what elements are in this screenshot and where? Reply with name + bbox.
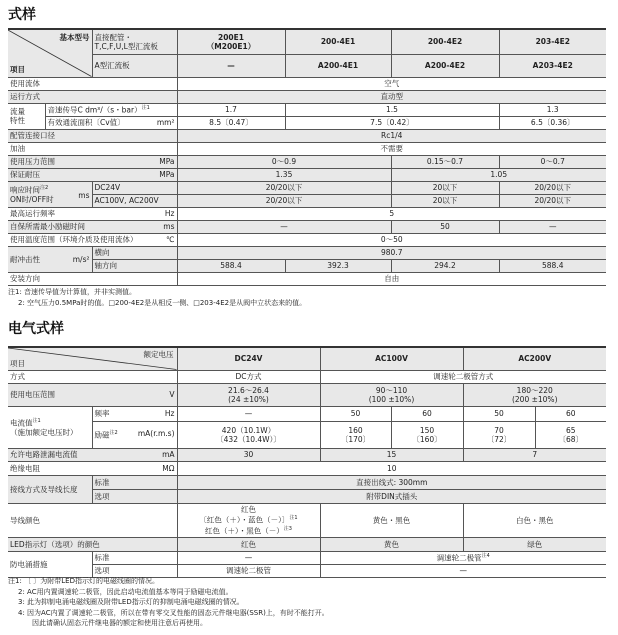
lead-color-label: 导线颜色	[8, 503, 177, 537]
unit: m/s²	[72, 254, 90, 264]
response-value: 20/20以下	[177, 194, 391, 207]
note-ref: 注1	[141, 105, 150, 112]
voltage-value: 90～110 (100 ±10%)	[320, 383, 463, 406]
col-ac200v: AC200V	[463, 347, 606, 370]
axial-value: 588.4	[499, 259, 606, 272]
standard-label: 标准	[92, 475, 177, 489]
note-ref: 注2	[109, 430, 118, 437]
note: 4: 因为AC内置了调速轮二极管，所以在带有零交叉性能的固态元件继电器(SSR)上，有时不能打开。	[18, 608, 329, 617]
lube-value: 不需要	[177, 142, 606, 155]
freq-label: 频率	[94, 409, 110, 418]
base-model-label: 基本型号	[59, 33, 90, 42]
rated-voltage-label: 额定电压	[143, 350, 174, 359]
mount-label: 安装方向	[8, 272, 177, 285]
model-200-4e1: 200-4E1	[285, 29, 391, 54]
method-label: 方式	[8, 370, 177, 383]
note: 因此请确认固态元件继电器的额定和使用注意后再使用。	[32, 619, 207, 627]
sonic-conductance-label: 音速传导C dm³/（s・bar）	[47, 105, 142, 115]
excitation-value: 420（10.1W） 〔432（10.4W）〕	[177, 421, 320, 448]
leak-value: 30	[177, 448, 320, 461]
lateral-label: 横向	[92, 246, 177, 259]
s-value: 7.5〔0.42〕	[285, 116, 499, 129]
note-ref: 注4	[481, 553, 490, 560]
freq-value: 50	[320, 406, 391, 421]
model-200-4e2: 200-4E2	[391, 29, 499, 54]
wiring-label: 接线方式及导线长度	[8, 475, 92, 503]
temp-value: 0～50	[177, 233, 606, 246]
note-ref: 注1	[32, 418, 41, 425]
unit: ms	[78, 190, 90, 200]
unit: mA	[162, 450, 175, 459]
note: 2: 空气压力0.5MPa时的值。□200-4E2是从相反一侧、□203-4E2是从阀中立状态来的值。	[18, 298, 307, 307]
a-model-1: A200-4E1	[285, 54, 391, 77]
unit: mm²	[156, 118, 175, 127]
current-label: 电流值	[10, 418, 33, 428]
freq-value: 60	[535, 406, 606, 421]
voltage-value: 180～220 (200 ±10%)	[463, 383, 606, 406]
c-value: 1.3	[499, 103, 606, 116]
direct-label: 直接配管・ T,C,F,U,L型汇流板	[92, 29, 177, 54]
excitation-value: 70 〔72〕	[463, 421, 535, 448]
flow-label: 流量 特性	[8, 103, 45, 129]
spec-notes	[8, 287, 306, 308]
voltage-label: 使用电压范围	[10, 390, 55, 399]
note-ref: 注2	[40, 185, 49, 192]
response-value: 20/20以下	[177, 181, 391, 194]
wiring-option-value: 附带DIN式插头	[177, 489, 606, 503]
led-value: 黄色	[320, 537, 463, 551]
elec-notes	[8, 576, 329, 629]
pressure-value: 0.15～0.7	[391, 155, 499, 168]
lead-dc-line3: 红色（＋）・黑色（－）	[205, 526, 284, 535]
surge-label: 防电涌措施	[8, 551, 92, 577]
mount-value: 自由	[177, 272, 606, 285]
freq-value: 5	[177, 207, 606, 220]
hold-value: 50	[391, 220, 499, 233]
axial-value: 294.2	[391, 259, 499, 272]
unit: ms	[163, 222, 175, 231]
led-value: 红色	[177, 537, 320, 551]
spec-table	[8, 28, 606, 286]
lube-label: 加油	[8, 142, 177, 155]
axial-value: 588.4	[177, 259, 285, 272]
dc-label: DC24V	[92, 181, 177, 194]
temp-label: 使用温度范围（环境介质及使用流体）	[10, 235, 138, 244]
elec-table	[8, 346, 606, 578]
pressure-label: 使用压力范围	[10, 157, 55, 166]
response-label: 响应时间	[10, 185, 40, 195]
fluid-label: 使用流体	[8, 77, 177, 90]
note: 3: 此为抑制电涌电磁线圈及附带LED指示灯的抑制电涌电磁线圈的情况。	[18, 598, 244, 606]
excitation-value: 150 〔160〕	[391, 421, 463, 448]
effective-area-label: 有效通流面积〔Cv值〕	[47, 118, 125, 127]
surge-std-value: —	[177, 551, 320, 564]
lead-dc-line2: 〔红色（＋）・蓝色（－）〕	[199, 515, 290, 525]
method-value: 调速轮二极管方式	[320, 370, 606, 383]
s-value: 6.5〔0.36〕	[499, 116, 606, 129]
proof-label: 保证耐压	[10, 170, 40, 179]
a-model-3: A203-4E2	[499, 54, 606, 77]
unit: mA(r.m.s)	[137, 429, 175, 439]
spec-title: 式样	[8, 7, 36, 23]
method-value: DC方式	[177, 370, 320, 383]
model-200e1: 200E1 （M200E1）	[177, 29, 285, 54]
led-value: 绿色	[463, 537, 606, 551]
freq-label: 最高运行频率	[10, 209, 55, 218]
elec-title: 电气式样	[8, 321, 64, 337]
fluid-value: 空气	[177, 77, 606, 90]
col-dc24v: DC24V	[177, 347, 320, 370]
axial-value: 392.3	[285, 259, 391, 272]
axial-label: 轴方向	[92, 259, 177, 272]
lead-dc-line1: 红色	[241, 505, 256, 514]
port-label: 配管连接口径	[8, 129, 177, 142]
hold-value: —	[499, 220, 606, 233]
leak-value: 7	[463, 448, 606, 461]
current-label2: （施加额定电压时）	[10, 427, 78, 437]
c-value: 1.7	[177, 103, 285, 116]
freq-value: 50	[463, 406, 535, 421]
excitation-value: 160 〔170〕	[320, 421, 391, 448]
hold-label: 自保所需最小励磁时间	[10, 222, 85, 231]
note: 2: AC用内置调速轮二极管，因此启动电流值基本等同于励磁电流值。	[18, 587, 233, 596]
response-value: 20/20以下	[499, 194, 606, 207]
unit: MΩ	[162, 463, 175, 473]
item-label: 项目	[10, 358, 25, 368]
response-value: 20/20以下	[499, 181, 606, 194]
response-value: 20以下	[391, 181, 499, 194]
standard-label: 标准	[92, 551, 177, 564]
insulation-value: 10	[177, 461, 606, 475]
hold-value: —	[177, 220, 391, 233]
voltage-value: 21.6～26.4 (24 ±10%)	[177, 383, 320, 406]
shock-label: 耐冲击性	[10, 254, 40, 264]
unit: MPa	[159, 157, 175, 166]
surge-opt-value: 调速轮二极管	[177, 564, 320, 577]
pressure-value: 0～0.7	[499, 155, 606, 168]
unit: Hz	[164, 409, 175, 418]
a-manifold-label: A型汇流板	[92, 54, 177, 77]
option-label: 选项	[92, 489, 177, 503]
excitation-label: 励磁	[94, 430, 110, 440]
option-label: 选项	[92, 564, 177, 577]
unit: Hz	[164, 209, 175, 218]
item-label: 项目	[10, 64, 25, 74]
lead-ac100: 黄色・黑色	[320, 503, 463, 537]
s-value: 8.5〔0.47〕	[177, 116, 285, 129]
model-203-4e2: 203-4E2	[499, 29, 606, 54]
freq-value: 60	[391, 406, 463, 421]
proof-value: 1.35	[177, 168, 391, 181]
ac-label: AC100V, AC200V	[92, 194, 177, 207]
a-model-2: A200-4E2	[391, 54, 499, 77]
operation-label: 运行方式	[8, 90, 177, 103]
proof-value: 1.05	[391, 168, 606, 181]
response-value: 20以下	[391, 194, 499, 207]
note-ref: 注3	[283, 525, 292, 532]
c-value: 1.5	[285, 103, 499, 116]
a-model-0: —	[177, 54, 285, 77]
unit: MPa	[159, 170, 175, 179]
note-ref: 注1	[289, 515, 298, 521]
header-diagonal-cell	[8, 29, 92, 77]
surge-opt-value: —	[320, 564, 606, 577]
excitation-value: 65 〔68〕	[535, 421, 606, 448]
surge-std-value: 调速轮二极管	[436, 553, 482, 563]
led-label: LED指示灯（选项）的颜色	[8, 537, 177, 551]
unit: ℃	[166, 235, 175, 244]
leak-label: 允许电路泄漏电流值	[10, 450, 78, 459]
freq-value: —	[177, 406, 320, 421]
operation-value: 直动型	[177, 90, 606, 103]
port-value: Rc1/4	[177, 129, 606, 142]
leak-value: 15	[320, 448, 463, 461]
insulation-label: 绝缘电阻	[10, 463, 40, 473]
lateral-value: 980.7	[177, 246, 606, 259]
col-ac100v: AC100V	[320, 347, 463, 370]
pressure-value: 0～0.9	[177, 155, 391, 168]
lead-ac200: 白色・黑色	[463, 503, 606, 537]
wiring-standard-value: 直接出线式: 300mm	[177, 475, 606, 489]
header-diagonal-cell	[8, 347, 177, 370]
note: 注1: 音速传导值为计算值，并非实测值。	[8, 288, 137, 296]
note: 注1: 〔 〕为附带LED指示灯的电磁线圈的情况。	[8, 577, 159, 585]
response-label2: ON时/OFF时	[10, 194, 54, 204]
unit: V	[169, 390, 175, 399]
